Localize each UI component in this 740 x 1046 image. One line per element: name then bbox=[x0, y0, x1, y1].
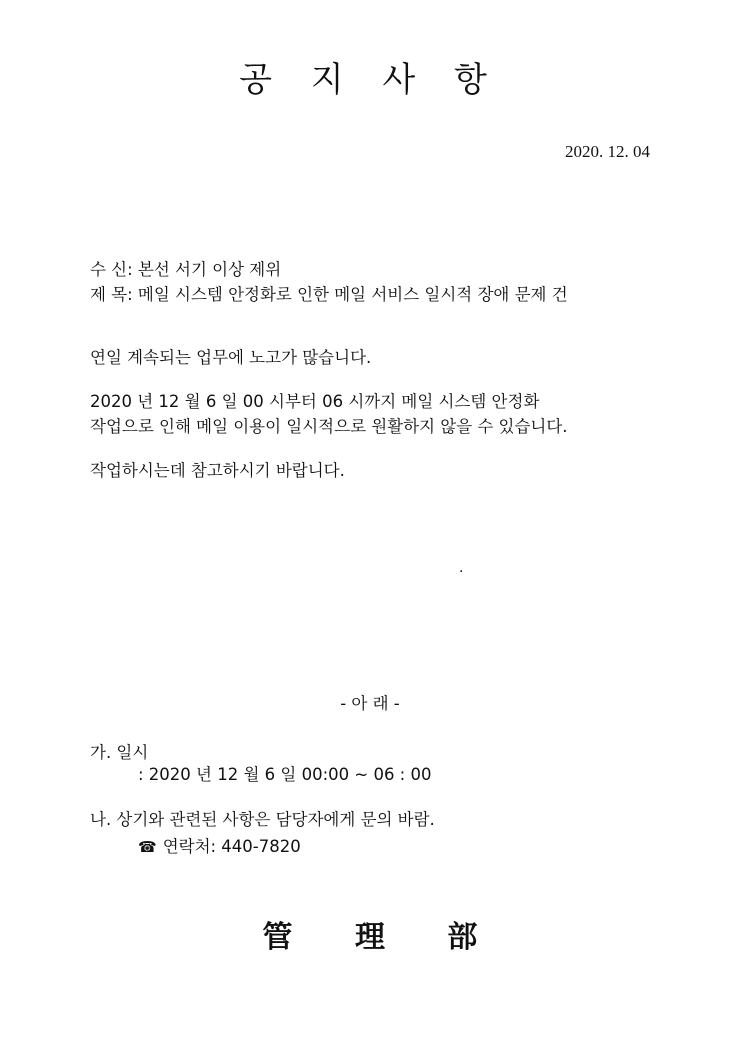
subject-line: 제 목: 메일 시스템 안정화로 인한 메일 서비스 일시적 장애 문제 건 bbox=[90, 285, 568, 304]
item-b-text: 나. 상기와 관련된 사항은 담당자에게 문의 바람. bbox=[90, 810, 435, 829]
notice-heading: - 아 래 - bbox=[340, 694, 400, 713]
recipient-line: 수 신: 본선 서기 이상 제위 bbox=[90, 260, 282, 279]
closing-line: 작업하시는데 참고하시기 바랍니다. bbox=[90, 461, 345, 480]
page-title: 공 지 사 항 bbox=[239, 60, 501, 100]
item-a-label: 가. 일시 bbox=[90, 743, 149, 762]
greeting-line: 연일 계속되는 업무에 노고가 많습니다. bbox=[90, 348, 372, 367]
contact-line bbox=[138, 833, 301, 857]
item-a-value: : 2020 년 12 월 6 일 00:00 ~ 06 : 00 bbox=[138, 765, 432, 784]
stray-dot: . bbox=[459, 560, 464, 576]
telephone-icon: ☎ bbox=[138, 838, 157, 856]
notice-date: 2020. 12. 04 bbox=[565, 142, 650, 161]
department-signature: 管 理 部 bbox=[262, 920, 478, 955]
contact-text: 연락처: 440-7820 bbox=[162, 837, 301, 856]
body-line-1: 2020 년 12 월 6 일 00 시부터 06 시까지 메일 시스템 안정화 bbox=[90, 392, 540, 411]
body-line-2: 작업으로 인해 메일 이용이 일시적으로 원활하지 않을 수 있습니다. bbox=[90, 417, 568, 436]
